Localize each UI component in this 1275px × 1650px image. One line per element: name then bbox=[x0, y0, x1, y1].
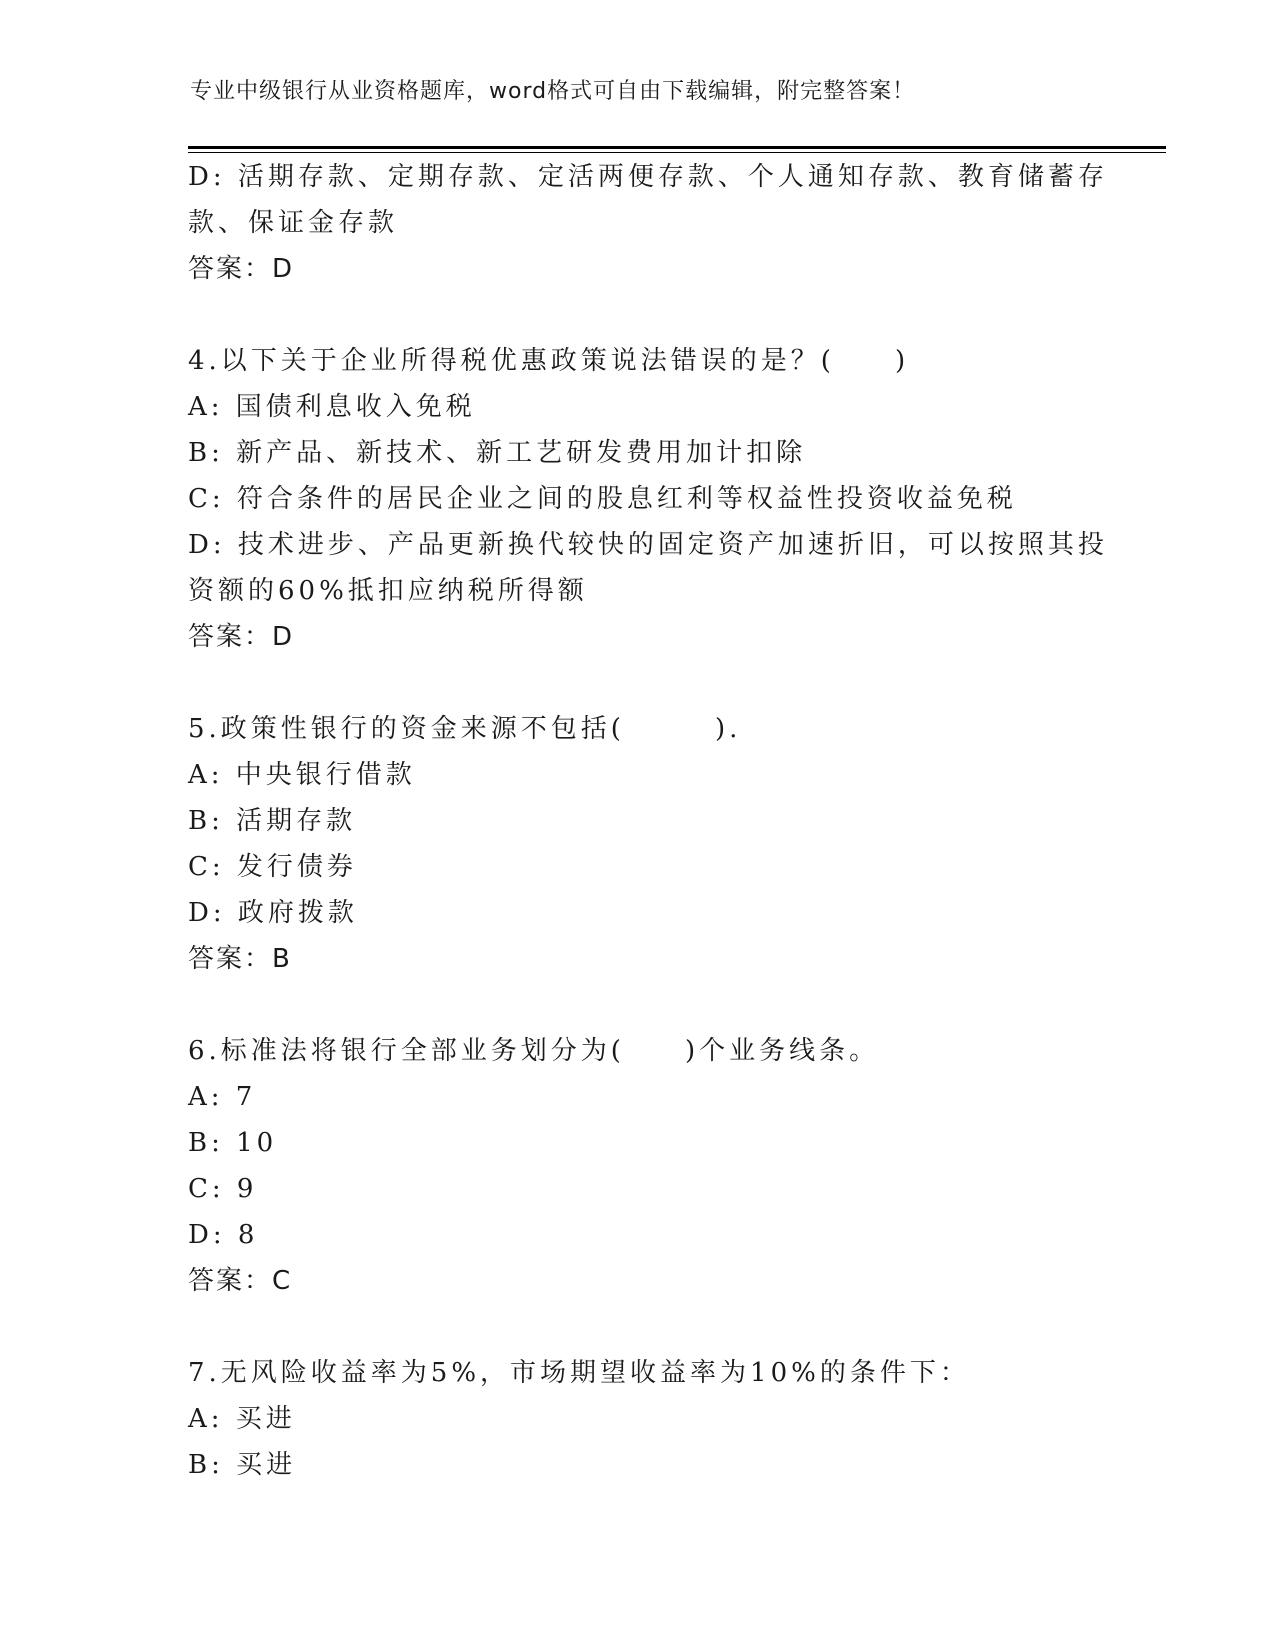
option-c: C: 符合条件的居民企业之间的股息红利等权益性投资收益免税 bbox=[188, 484, 1017, 514]
answer: 答案：C bbox=[188, 1266, 293, 1296]
option-b: B: 买进 bbox=[188, 1450, 297, 1480]
option-d: D: 8 bbox=[188, 1220, 259, 1250]
question-stem: 7.无风险收益率为5%，市场期望收益率为10%的条件下： bbox=[188, 1358, 970, 1388]
option-a: A: 中央银行借款 bbox=[188, 760, 416, 790]
header-rule-thin bbox=[188, 152, 1166, 153]
option-c: C: 发行债券 bbox=[188, 852, 357, 882]
option-d: D: 技术进步、产品更新换代较快的固定资产加速折旧，可以按照其投 bbox=[188, 530, 1108, 560]
question-6 bbox=[188, 1028, 1088, 1304]
spacer bbox=[188, 292, 1088, 338]
question-stem: 5.政策性银行的资金来源不包括( ). bbox=[188, 714, 742, 744]
spacer bbox=[188, 660, 1088, 706]
option-a: A: 7 bbox=[188, 1082, 257, 1112]
option-b: B: 10 bbox=[188, 1128, 278, 1158]
answer: 答案：D bbox=[188, 254, 295, 284]
page-header: 专业中级银行从业资格题库，word格式可自由下载编辑，附完整答案！ bbox=[190, 79, 916, 104]
option-a: A: 买进 bbox=[188, 1404, 296, 1434]
question-stem: 4.以下关于企业所得税优惠政策说法错误的是？( ) bbox=[188, 346, 910, 376]
question-3-tail bbox=[188, 154, 1108, 292]
option-d: D: 政府拨款 bbox=[188, 898, 358, 928]
question-stem: 6.标准法将银行全部业务划分为( )个业务线条。 bbox=[188, 1036, 880, 1066]
question-list bbox=[188, 154, 1108, 1488]
answer: 答案：B bbox=[188, 944, 292, 974]
option-a: A: 国债利息收入免税 bbox=[188, 392, 476, 422]
option-b: B: 新产品、新技术、新工艺研发费用加计扣除 bbox=[188, 438, 807, 468]
question-5 bbox=[188, 706, 1088, 982]
answer: 答案：D bbox=[188, 622, 295, 652]
spacer bbox=[188, 1304, 1088, 1350]
option-b: B: 活期存款 bbox=[188, 806, 357, 836]
header-rule-thick bbox=[188, 146, 1166, 149]
option-c: C: 9 bbox=[188, 1174, 258, 1204]
spacer bbox=[188, 982, 1088, 1028]
option-d-continued: 款、保证金存款 bbox=[188, 208, 399, 238]
question-7 bbox=[188, 1350, 1088, 1488]
question-4 bbox=[188, 338, 1108, 660]
option-d: D: 活期存款、定期存款、定活两便存款、个人通知存款、教育储蓄存 bbox=[188, 162, 1108, 192]
option-d-continued: 资额的60%抵扣应纳税所得额 bbox=[188, 576, 588, 606]
